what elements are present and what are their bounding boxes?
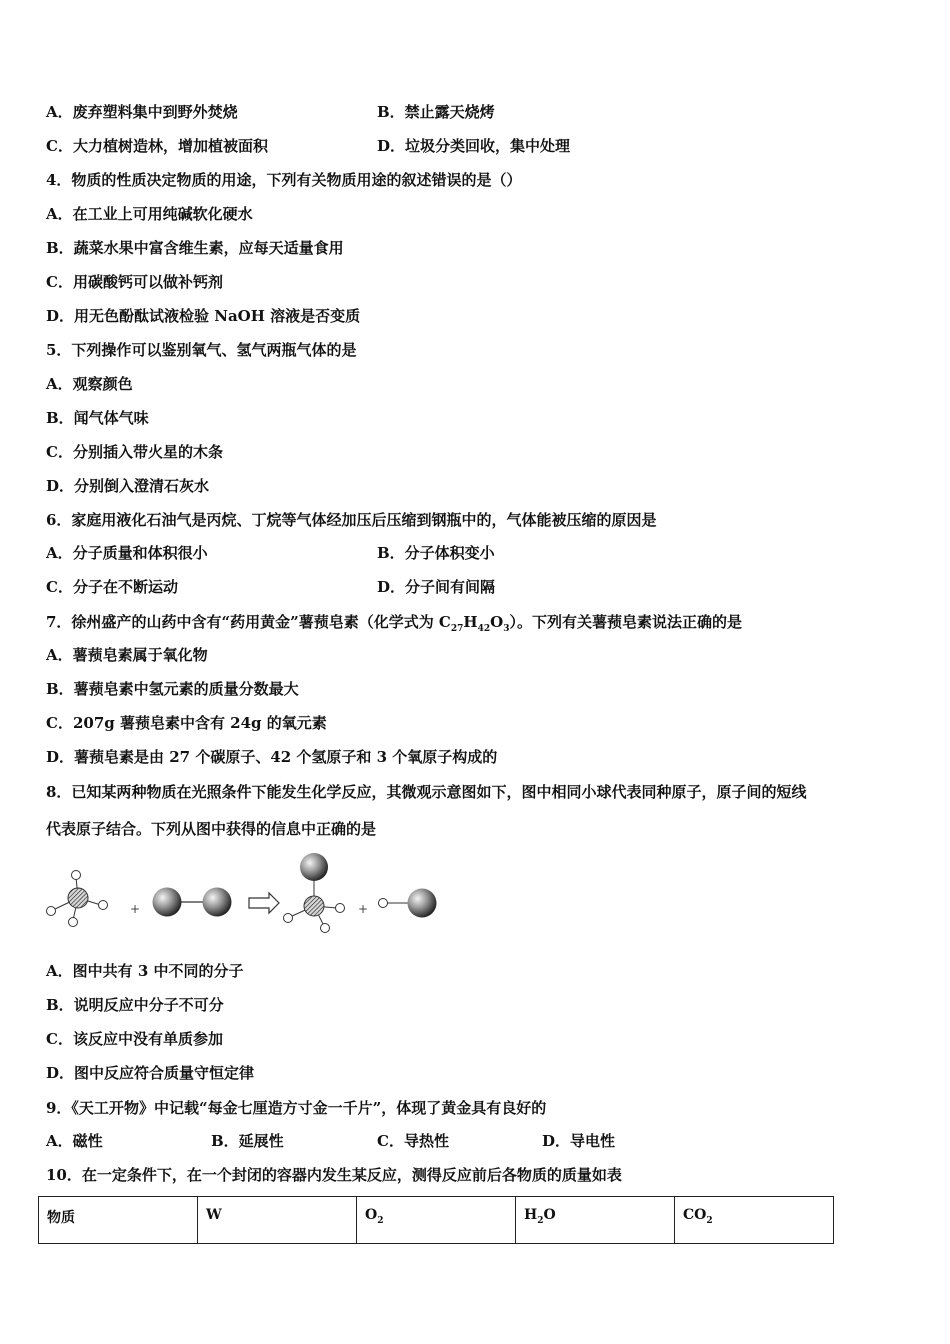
- table-header-h2o: [516, 1197, 675, 1244]
- o2-main: O: [365, 1207, 378, 1223]
- q7-sub-27: 27: [450, 624, 464, 634]
- table-header-o2: [357, 1197, 516, 1244]
- table-header-co2: [675, 1197, 834, 1244]
- q4-stem: 4．物质的性质决定物质的用途，下列有关物质用途的叙述错误的是（）: [46, 171, 522, 189]
- hydrogen-atom: [336, 904, 345, 913]
- large-atom: [408, 889, 437, 918]
- q8-stem-line2: 代表原子结合。下列从图中获得的信息中正确的是: [46, 820, 377, 838]
- h2o-sub: 2: [537, 1215, 544, 1226]
- co2-sub: 2: [706, 1215, 713, 1226]
- q7-o: O: [490, 613, 504, 631]
- methane-molecule: [47, 871, 108, 927]
- hydrogen-chloride-molecule: [379, 889, 437, 918]
- q8-option-b: B．说明反应中分子不可分: [46, 996, 224, 1014]
- hydrogen-atom: [284, 914, 293, 923]
- q3-option-d: D．垃圾分类回收，集中处理: [377, 137, 571, 155]
- q7-stem-post: ）。下列有关薯蓣皂素说法正确的是: [509, 613, 742, 631]
- q7-option-a: A．薯蓣皂素属于氧化物: [46, 646, 208, 664]
- reaction-arrow-icon: [249, 893, 279, 913]
- q8-option-c: C．该反应中没有单质参加: [46, 1030, 223, 1048]
- q6-option-d: D．分子间有间隔: [377, 578, 496, 596]
- q9-option-d: D．导电性: [542, 1132, 616, 1150]
- hydrogen-atom: [69, 918, 78, 927]
- table-header-w: W: [198, 1197, 357, 1244]
- co2-main: CO: [683, 1207, 707, 1223]
- q6-stem: 6．家庭用液化石油气是丙烷、丁烷等气体经加压后压缩到钢瓶中的，气体能被压缩的原因是: [46, 511, 657, 529]
- hydrogen-atom: [72, 871, 81, 880]
- chlorine-molecule: [153, 888, 232, 917]
- q8-stem-line1: 8．已知某两种物质在光照条件下能发生化学反应，其微观示意图如下，图中相同小球代表同种原子，原子间的短线: [46, 783, 807, 801]
- q6-option-a: A．分子质量和体积很小: [46, 544, 208, 562]
- q3-option-c: C．大力植树造林，增加植被面积: [46, 137, 268, 155]
- large-atom: [203, 888, 232, 917]
- plus-sign: +: [130, 902, 141, 916]
- carbon-atom: [68, 888, 88, 908]
- q4-option-d: D．用无色酚酞试液检验 NaOH 溶液是否变质: [46, 307, 361, 325]
- chloromethane-molecule: [284, 853, 345, 933]
- hydrogen-atom: [379, 899, 388, 908]
- large-atom: [300, 853, 328, 881]
- q4-option-a: A．在工业上可用纯碱软化硬水: [46, 205, 253, 223]
- q7-option-c: C．207g 薯蓣皂素中含有 24g 的氧元素: [46, 714, 327, 732]
- q9-option-b: B．延展性: [211, 1132, 284, 1150]
- q8-option-a: A．图中共有 3 中不同的分子: [46, 962, 244, 980]
- q9-option-c: C．导热性: [377, 1132, 449, 1150]
- q3-option-b: B．禁止露天烧烤: [377, 103, 495, 121]
- q5-option-b: B．闻气体气味: [46, 409, 149, 427]
- q7-sub-3: 3: [503, 624, 510, 634]
- mass-table: [38, 1196, 834, 1244]
- q7-stem-pre: 7．徐州盛产的山药中含有“药用黄金”薯蓣皂素（化学式为 C: [46, 613, 451, 631]
- carbon-atom: [304, 896, 324, 916]
- q7-stem: [46, 611, 742, 633]
- q7-option-d: D．薯蓣皂素是由 27 个碳原子、42 个氢原子和 3 个氧原子构成的: [46, 748, 498, 766]
- plus-sign: +: [358, 902, 369, 916]
- hydrogen-atom: [321, 924, 330, 933]
- h2o-o: O: [543, 1207, 556, 1223]
- q6-option-b: B．分子体积变小: [377, 544, 495, 562]
- table-row: [39, 1197, 834, 1244]
- hydrogen-atom: [47, 907, 56, 916]
- o2-sub: 2: [377, 1215, 384, 1226]
- q7-sub-42: 42: [477, 624, 491, 634]
- q8-option-d: D．图中反应符合质量守恒定律: [46, 1064, 255, 1082]
- q9-option-a: A．磁性: [46, 1132, 103, 1150]
- q5-option-d: D．分别倒入澄清石灰水: [46, 477, 210, 495]
- q5-option-a: A．观察颜色: [46, 375, 133, 393]
- q7-h: H: [463, 613, 478, 631]
- q9-stem: 9．《天工开物》中记载“每金七厘造方寸金一千片”，体现了黄金具有良好的: [46, 1099, 547, 1117]
- large-atom: [153, 888, 182, 917]
- q4-option-c: C．用碳酸钙可以做补钙剂: [46, 273, 223, 291]
- q4-option-b: B．蔬菜水果中富含维生素，应每天适量食用: [46, 239, 344, 257]
- q5-stem: 5．下列操作可以鉴别氧气、氢气两瓶气体的是: [46, 341, 357, 359]
- q6-option-c: C．分子在不断运动: [46, 578, 178, 596]
- reaction-diagram: [40, 850, 450, 940]
- q7-option-b: B．薯蓣皂素中氢元素的质量分数最大: [46, 680, 299, 698]
- hydrogen-atom: [99, 901, 108, 910]
- q10-stem: 10．在一定条件下，在一个封闭的容器内发生某反应，测得反应前后各物质的质量如表: [46, 1166, 622, 1184]
- q5-option-c: C．分别插入带火星的木条: [46, 443, 223, 461]
- q3-option-a: A．废弃塑料集中到野外焚烧: [46, 103, 238, 121]
- h2o-h: H: [524, 1207, 538, 1223]
- table-header-substance: 物质: [39, 1197, 198, 1244]
